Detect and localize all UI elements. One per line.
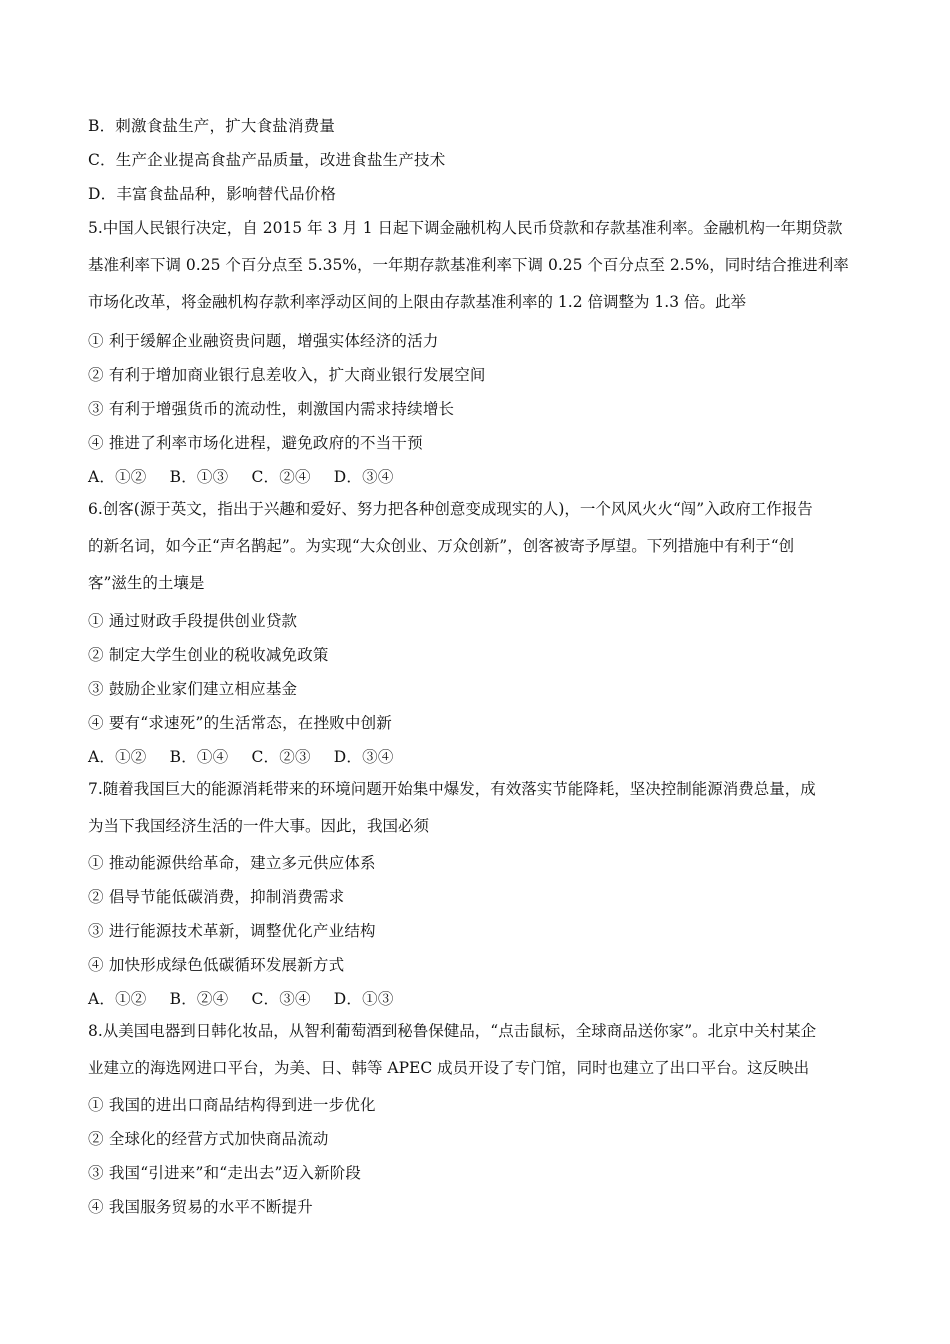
q5-statement: ④ 推进了利率市场化进程，避免政府的不当干预 — [88, 434, 423, 452]
q7-choice-a: A．①② — [88, 990, 147, 1008]
q6-choice-d: D．③④ — [333, 748, 394, 766]
q8-stem — [88, 1013, 866, 1087]
q5-choice-a: A．①② — [88, 468, 147, 486]
q5-stem — [88, 210, 866, 321]
q5-stem-line: 基准利率下调 0.25 个百分点至 5.35%，一年期存款基准利率下调 0.25 个百分点至 2.5%，同时结合推进利率 — [88, 256, 849, 274]
q5-choices — [88, 467, 868, 487]
q5-choice-c: C．②④ — [251, 468, 311, 486]
q5-stem-line: 5.中国人民银行决定，自 2015 年 3 月 1 日起下调金融机构人民币贷款和存款基准利率。金融机构一年期贷款 — [88, 219, 843, 237]
q6-stem-line: 6.创客(源于英文，指出于兴趣和爱好、努力把各种创意变成现实的人)，一个风风火火“闯”入政府工作报告 — [88, 500, 813, 518]
q6-stem-line: 的新名词，如今正“声名鹊起”。为实现“大众创业、万众创新”，创客被寄予厚望。下列措施中有利于“创 — [88, 537, 795, 555]
q7-stem-line: 为当下我国经济生活的一件大事。因此，我国必须 — [88, 817, 430, 835]
q6-statement: ④ 要有“求速死”的生活常态，在挫败中创新 — [88, 714, 392, 732]
q8-statement: ② 全球化的经营方式加快商品流动 — [88, 1130, 329, 1148]
q6-choice-c: C．②③ — [251, 748, 311, 766]
q6-choice-a: A．①② — [88, 748, 147, 766]
q7-choices — [88, 989, 868, 1009]
q4-option-d: D．丰富食盐品种，影响替代品价格 — [88, 185, 337, 203]
q7-statement: ① 推动能源供给革命，建立多元供应体系 — [88, 854, 376, 872]
q6-choices — [88, 747, 868, 767]
q8-stem-line: 8.从美国电器到日韩化妆品，从智利葡萄酒到秘鲁保健品，“点击鼠标，全球商品送你家”。北京中关村某企 — [88, 1022, 817, 1040]
q7-choice-c: C．③④ — [251, 990, 311, 1008]
q6-stem-line: 客”滋生的土壤是 — [88, 574, 205, 592]
q5-statement: ① 利于缓解企业融资贵问题，增强实体经济的活力 — [88, 332, 439, 350]
q5-choice-b: B．①③ — [169, 468, 229, 486]
q7-choice-d: D．①③ — [333, 990, 394, 1008]
q8-statement: ④ 我国服务贸易的水平不断提升 — [88, 1198, 313, 1216]
q7-statement: ③ 进行能源技术革新，调整优化产业结构 — [88, 922, 376, 940]
q7-statement: ② 倡导节能低碳消费，抑制消费需求 — [88, 888, 345, 906]
q7-stem-line: 7.随着我国巨大的能源消耗带来的环境问题开始集中爆发，有效落实节能降耗，坚决控制能源消费总量，成 — [88, 780, 816, 798]
q5-choice-d: D．③④ — [333, 468, 394, 486]
q6-choice-b: B．①④ — [169, 748, 229, 766]
q7-statement: ④ 加快形成绿色低碳循环发展新方式 — [88, 956, 345, 974]
q6-statement: ③ 鼓励企业家们建立相应基金 — [88, 680, 298, 698]
q7-choice-b: B．②④ — [169, 990, 229, 1008]
q7-stem — [88, 771, 866, 845]
q8-statement: ① 我国的进出口商品结构得到进一步优化 — [88, 1096, 376, 1114]
q4-option-b: B．刺激食盐生产，扩大食盐消费量 — [88, 117, 336, 135]
q5-statement: ③ 有利于增强货币的流动性，刺激国内需求持续增长 — [88, 400, 455, 418]
q8-stem-line: 业建立的海选网进口平台，为美、日、韩等 APEC 成员开设了专门馆，同时也建立了出口平台。这反映出 — [88, 1059, 810, 1077]
q4-option-c: C．生产企业提高食盐产品质量，改进食盐生产技术 — [88, 151, 446, 169]
q6-statement: ② 制定大学生创业的税收减免政策 — [88, 646, 329, 664]
q6-statement: ① 通过财政手段提供创业贷款 — [88, 612, 298, 630]
q5-stem-line: 市场化改革，将金融机构存款利率浮动区间的上限由存款基准利率的 1.2 倍调整为 1.3 倍。此举 — [88, 293, 747, 311]
q6-stem — [88, 491, 866, 602]
q8-statement: ③ 我国“引进来”和“走出去”迈入新阶段 — [88, 1164, 362, 1182]
q5-statement: ② 有利于增加商业银行息差收入，扩大商业银行发展空间 — [88, 366, 486, 384]
